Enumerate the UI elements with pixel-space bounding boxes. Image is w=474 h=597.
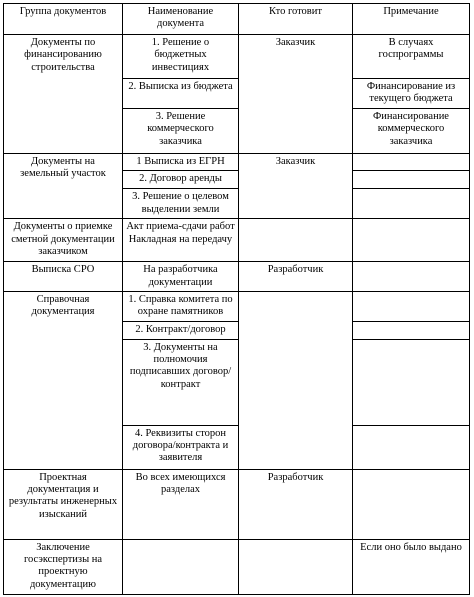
reference-item-4-name: 4. Реквизиты сторон договора/контракта и заявителя bbox=[123, 425, 239, 469]
land-item-3-name: 3. Решение о целевом выделении земли bbox=[123, 189, 239, 219]
reference-item-4-note bbox=[353, 425, 470, 469]
header-who-prepares: Кто готовит bbox=[239, 4, 353, 35]
financing-who-cell: Заказчик bbox=[239, 35, 353, 154]
project-group-cell: Проектная документация и результаты инженерных изысканий bbox=[4, 469, 123, 539]
sro-name-cell: На разработчика документации bbox=[123, 262, 239, 292]
land-item-1-note bbox=[353, 153, 470, 170]
financing-group-cell: Документы по финансированию строительства bbox=[4, 35, 123, 154]
land-item-2-name: 2. Договор аренды bbox=[123, 171, 239, 189]
table-header-row bbox=[4, 4, 470, 35]
acceptance-note-cell bbox=[353, 219, 470, 262]
reference-group-cell: Справочная документация bbox=[4, 291, 123, 469]
reference-item-2-name: 2. Контракт/договор bbox=[123, 321, 239, 339]
project-note-cell bbox=[353, 469, 470, 539]
sro-group-cell: Выписка СРО bbox=[4, 262, 123, 292]
financing-item-2-name: 2. Выписка из бюджета bbox=[123, 79, 239, 109]
financing-item-1-name: 1. Решение о бюджетных инвестициях bbox=[123, 35, 239, 79]
table-row bbox=[4, 153, 470, 170]
header-document-name: Наименование документа bbox=[123, 4, 239, 35]
land-item-1-name: 1 Выписка из ЕГРН bbox=[123, 153, 239, 170]
table-row bbox=[4, 539, 470, 594]
reference-item-1-note bbox=[353, 291, 470, 321]
reference-who-cell bbox=[239, 291, 353, 469]
financing-item-2-note: Финансирование из текущего бюджета bbox=[353, 79, 470, 109]
financing-item-3-note: Финансирование коммерческого заказчика bbox=[353, 108, 470, 153]
sro-note-cell bbox=[353, 262, 470, 292]
acceptance-who-cell bbox=[239, 219, 353, 262]
table-row bbox=[4, 262, 470, 292]
project-name-cell: Во всех имеющихся разделах bbox=[123, 469, 239, 539]
header-group: Группа документов bbox=[4, 4, 123, 35]
table-row bbox=[4, 219, 470, 262]
acceptance-name-cell: Акт приема-сдачи работ Накладная на передачу bbox=[123, 219, 239, 262]
land-item-2-note bbox=[353, 171, 470, 189]
reference-item-3-note bbox=[353, 339, 470, 425]
reference-item-1-name: 1. Справка комитета по охране памятников bbox=[123, 291, 239, 321]
land-group-cell: Документы на земельный участок bbox=[4, 153, 123, 218]
sro-who-cell: Разработчик bbox=[239, 262, 353, 292]
land-item-3-note bbox=[353, 189, 470, 219]
expertise-note-cell: Если оно было выдано bbox=[353, 539, 470, 594]
expertise-group-cell: Заключение госэкспертизы на проектную документацию bbox=[4, 539, 123, 594]
financing-item-3-name: 3. Решение коммерческого заказчика bbox=[123, 108, 239, 153]
table-row bbox=[4, 35, 470, 79]
acceptance-group-cell: Документы о приемке сметной документации заказчиком bbox=[4, 219, 123, 262]
header-note: Примечание bbox=[353, 4, 470, 35]
land-who-cell: Заказчик bbox=[239, 153, 353, 218]
project-who-cell: Разработчик bbox=[239, 469, 353, 539]
expertise-who-cell bbox=[239, 539, 353, 594]
documents-table bbox=[3, 3, 470, 595]
expertise-name-cell bbox=[123, 539, 239, 594]
table-row bbox=[4, 291, 470, 321]
reference-item-3-name: 3. Документы на полномочия подписавших договор/контракт bbox=[123, 339, 239, 425]
financing-item-1-note: В случаях госпрограммы bbox=[353, 35, 470, 79]
table-row bbox=[4, 469, 470, 539]
reference-item-2-note bbox=[353, 321, 470, 339]
